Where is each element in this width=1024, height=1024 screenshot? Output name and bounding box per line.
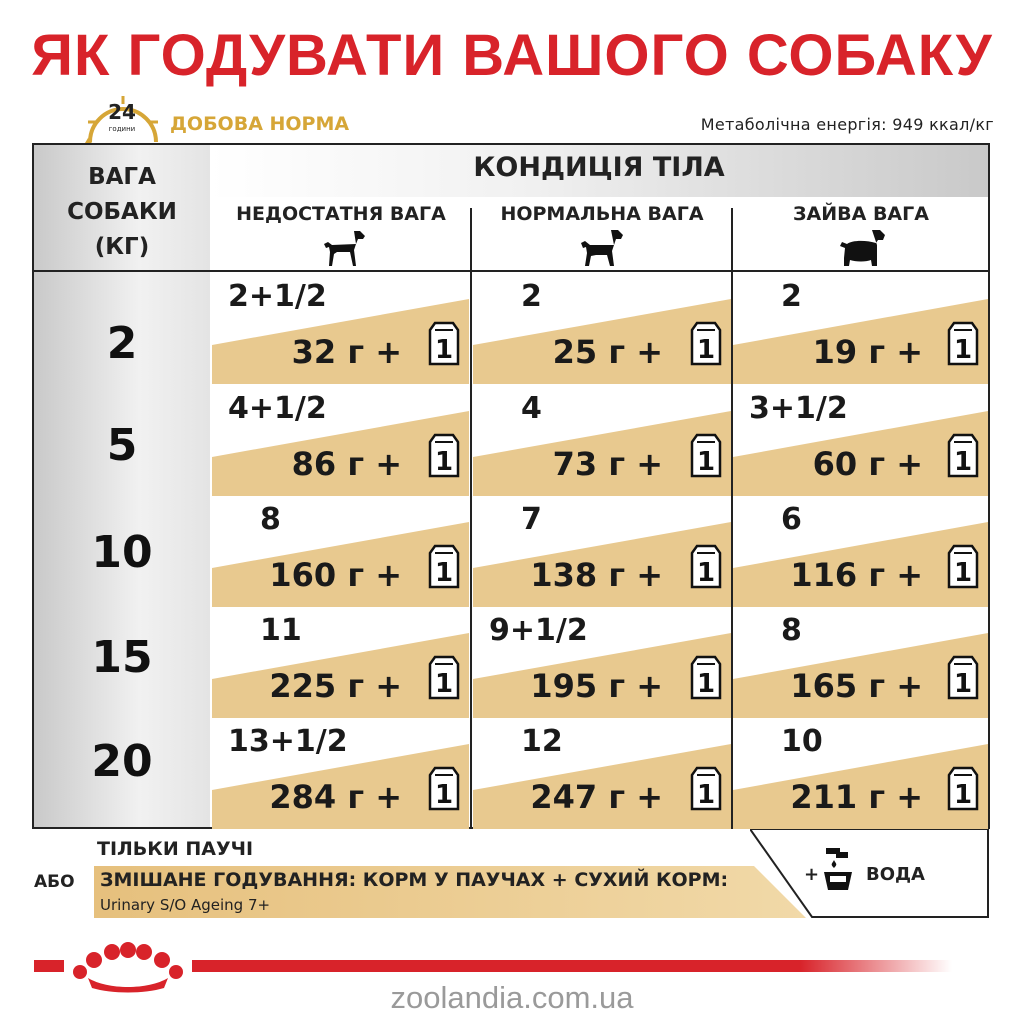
column-header-underweight: НЕДОСТАТНЯ ВАГА	[236, 203, 446, 225]
pouch-count: 2+1/2	[228, 279, 327, 314]
grams-amount: 116 г +	[790, 556, 923, 594]
pouch-number: 1	[696, 447, 716, 477]
product-name: Urinary S/O Ageing 7+	[100, 896, 271, 914]
cell-normal-2kg	[473, 273, 731, 384]
pouch-icon	[689, 320, 723, 366]
pouch-icon	[946, 765, 980, 811]
pouch-number: 1	[434, 669, 454, 699]
cell-overweight-2kg	[733, 273, 988, 384]
cell-normal-5kg	[473, 385, 731, 496]
water-plus: +	[804, 864, 820, 885]
cell-normal-15kg	[473, 607, 731, 718]
pouch-icon	[427, 765, 461, 811]
pouch-number: 1	[434, 335, 454, 365]
pouch-count: 11	[260, 613, 302, 648]
body-condition-header: КОНДИЦІЯ ТІЛА	[473, 152, 725, 183]
grams-amount: 73 г +	[552, 445, 663, 483]
pouch-icon	[946, 654, 980, 700]
pouch-count: 8	[781, 613, 802, 648]
grams-amount: 284 г +	[269, 778, 402, 816]
pouch-icon	[689, 432, 723, 478]
pouch-number: 1	[953, 335, 973, 365]
pouch-number: 1	[953, 780, 973, 810]
grams-amount: 32 г +	[291, 333, 402, 371]
pouch-icon	[427, 543, 461, 589]
pouch-icon	[427, 654, 461, 700]
grams-amount: 19 г +	[812, 333, 923, 371]
cell-underweight-5kg	[212, 385, 469, 496]
dog-weight-header-line2: СОБАКИ	[67, 199, 177, 225]
cell-overweight-20kg	[733, 718, 988, 829]
pouch-count: 12	[521, 724, 563, 759]
pouch-number: 1	[953, 447, 973, 477]
column-header-normal: НОРМАЛЬНА ВАГА	[500, 203, 704, 225]
water-bowl-icon	[820, 846, 856, 896]
cell-normal-10kg	[473, 496, 731, 607]
footer-red-line-right	[192, 960, 952, 972]
daily-norm-label: ДОБОВА НОРМА	[170, 113, 350, 135]
grams-amount: 25 г +	[552, 333, 663, 371]
pouch-count: 2	[781, 279, 802, 314]
cell-underweight-10kg	[212, 496, 469, 607]
pouch-icon	[427, 320, 461, 366]
grams-amount: 160 г +	[269, 556, 402, 594]
cell-underweight-15kg	[212, 607, 469, 718]
pouch-icon	[946, 320, 980, 366]
pouch-icon	[946, 432, 980, 478]
clock-24h-icon	[80, 92, 166, 148]
weight-label-10: 10	[91, 527, 153, 578]
water-label: ВОДА	[866, 864, 925, 885]
pouch-count: 13+1/2	[228, 724, 348, 759]
pouch-icon	[427, 432, 461, 478]
pouch-number: 1	[434, 558, 454, 588]
or-label: АБО	[34, 872, 75, 892]
grams-amount: 60 г +	[812, 445, 923, 483]
header-divider	[34, 270, 988, 272]
column-header-overweight: ЗАЙВА ВАГА	[793, 203, 929, 225]
grams-amount: 225 г +	[269, 667, 402, 705]
cell-overweight-10kg	[733, 496, 988, 607]
footer-red-line-left	[34, 960, 64, 972]
cell-underweight-20kg	[212, 718, 469, 829]
grams-amount: 165 г +	[790, 667, 923, 705]
weight-label-2: 2	[106, 318, 138, 369]
pouch-count: 2	[521, 279, 542, 314]
pouch-count: 4	[521, 391, 542, 426]
pouch-count: 8	[260, 502, 281, 537]
pouch-number: 1	[696, 335, 716, 365]
pouch-count: 7	[521, 502, 542, 537]
weight-label-15: 15	[91, 632, 153, 683]
cell-underweight-2kg	[212, 273, 469, 384]
grams-amount: 195 г +	[530, 667, 663, 705]
pouch-icon	[689, 654, 723, 700]
cell-normal-20kg	[473, 718, 731, 829]
pouch-count: 4+1/2	[228, 391, 327, 426]
pouch-icon	[689, 765, 723, 811]
pouch-number: 1	[953, 669, 973, 699]
grams-amount: 86 г +	[291, 445, 402, 483]
cell-overweight-5kg	[733, 385, 988, 496]
badge-hours-sub: години	[108, 125, 136, 133]
pouch-count: 3+1/2	[749, 391, 848, 426]
pouch-number: 1	[434, 780, 454, 810]
dog-weight-header	[34, 160, 210, 265]
pouch-count: 10	[781, 724, 823, 759]
column-divider-1	[470, 208, 472, 828]
weight-label-20: 20	[91, 736, 153, 787]
overweight-dog-icon	[836, 228, 888, 268]
thin-dog-icon	[318, 228, 368, 268]
grams-amount: 138 г +	[530, 556, 663, 594]
pouch-number: 1	[696, 558, 716, 588]
weight-label-5: 5	[106, 420, 138, 471]
grams-amount: 247 г +	[530, 778, 663, 816]
badge-hours: 24	[108, 100, 136, 124]
dog-weight-header-line1: ВАГА	[88, 164, 156, 190]
page-title: ЯК ГОДУВАТИ ВАШОГО СОБАКУ	[31, 23, 993, 88]
normal-dog-icon	[576, 228, 626, 268]
pouch-count: 6	[781, 502, 802, 537]
dog-weight-header-line3: (КГ)	[94, 234, 150, 260]
pouch-number: 1	[696, 780, 716, 810]
energy-label: Метаболічна енергія: 949 ккал/кг	[700, 115, 994, 134]
website-watermark: zoolandia.com.ua	[390, 980, 634, 1015]
mixed-feeding-label: ЗМІШАНЕ ГОДУВАННЯ: КОРМ У ПАУЧАХ + СУХИЙ КОРМ:	[100, 869, 729, 891]
pouch-icon	[689, 543, 723, 589]
only-pouches-label: ТІЛЬКИ ПАУЧІ	[97, 838, 254, 860]
pouch-count: 9+1/2	[489, 613, 588, 648]
cell-overweight-15kg	[733, 607, 988, 718]
grams-amount: 211 г +	[790, 778, 923, 816]
pouch-number: 1	[696, 669, 716, 699]
pouch-icon	[946, 543, 980, 589]
pouch-number: 1	[953, 558, 973, 588]
pouch-number: 1	[434, 447, 454, 477]
